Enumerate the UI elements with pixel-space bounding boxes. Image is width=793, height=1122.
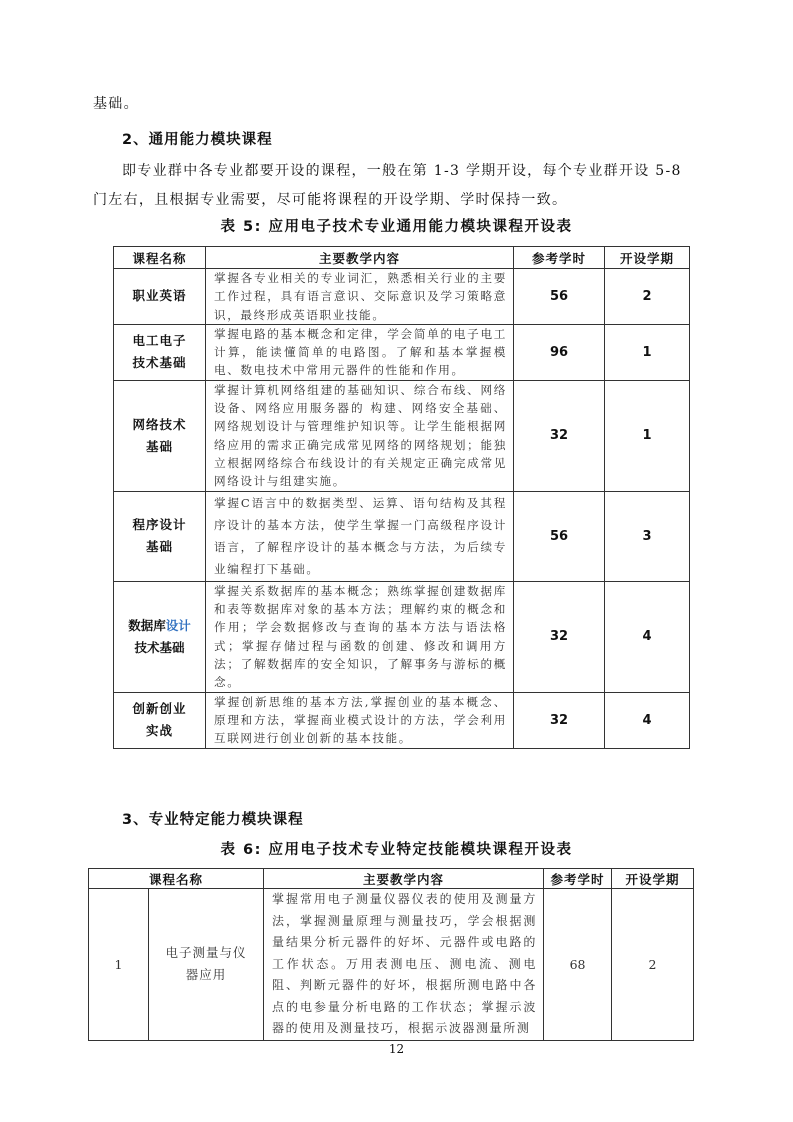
course-hours: 56 <box>514 491 605 581</box>
header-course-name: 课程名称 <box>114 247 206 269</box>
intro-tail-text: 基础。 <box>93 96 139 112</box>
section-2-heading: 2、通用能力模块课程 <box>122 132 273 148</box>
course-hours: 32 <box>514 692 605 748</box>
header-content: 主要教学内容 <box>264 869 544 889</box>
course-name-line: 实战 <box>145 723 173 739</box>
header-hours: 参考学时 <box>514 247 605 269</box>
course-name-line: 创新创业 <box>132 701 187 717</box>
course-hours: 68 <box>544 889 612 1041</box>
course-name <box>114 269 206 325</box>
course-hours: 96 <box>514 324 605 380</box>
course-name-line: 程序设计 <box>132 517 187 533</box>
course-content: 掌握关系数据库的基本概念；熟练掌握创建数据库和表等数据库对象的基本方法；理解约束的概念和作用；学会数据修改与查询的基本方法与语法格式；掌握存储过程与函数的创建、修改和调用方法；了解数据库的安全知识，了解事务与游标的概念。 <box>206 581 514 692</box>
table-6-caption: 表 6: 应用电子技术专业特定技能模块课程开设表 <box>220 842 573 858</box>
table-header-row <box>89 869 694 889</box>
table-5-caption: 表 5: 应用电子技术专业通用能力模块课程开设表 <box>220 219 573 235</box>
course-content: 掌握常用电子测量仪器仪表的使用及测量方法，掌握测量原理与测量技巧，学会根据测量结果分析元器件的好坏、元器件或电路的工作状态。万用表测电压、测电流、测电阻、判断元器件的好坏，根据所测电路中各点的电参量分析电路的工作状态；掌握示波器的使用及测量技巧，根据示波器测量所测 <box>264 889 544 1041</box>
course-name-line: 基础 <box>145 438 173 454</box>
header-term: 开设学期 <box>605 247 690 269</box>
course-name-part: 数据库 <box>128 617 166 633</box>
course-name: 电子测量与仪器应用 <box>149 889 264 1041</box>
table-row <box>114 491 690 581</box>
course-name-line: 职业英语 <box>132 288 187 304</box>
table-6 <box>88 868 694 1041</box>
course-term: 2 <box>605 269 690 325</box>
course-hours: 32 <box>514 581 605 692</box>
section-3-heading: 3、专业特定能力模块课程 <box>122 812 304 828</box>
course-name <box>114 581 206 692</box>
course-name-line: 电工电子 <box>132 333 187 349</box>
page-number: 12 <box>388 1042 405 1056</box>
course-content: 掌握电路的基本概念和定律，学会简单的电子电工计算，能读懂简单的电路图。了解和基本掌握模电、数电技术中常用元器件的性能和作用。 <box>206 324 514 380</box>
course-name-line: 技术基础 <box>132 355 187 371</box>
section-2-paragraph-line-2: 门左右，且根据专业需要，尽可能将课程的开设学期、学时保持一致。 <box>93 192 568 208</box>
table-row <box>114 380 690 491</box>
course-term: 1 <box>605 324 690 380</box>
course-name-link[interactable]: 设计 <box>165 617 191 633</box>
table-row <box>114 581 690 692</box>
table-header-row <box>114 247 690 269</box>
course-hours: 56 <box>514 269 605 325</box>
header-course-name: 课程名称 <box>89 869 264 889</box>
header-hours: 参考学时 <box>544 869 612 889</box>
course-content: 掌握创新思维的基本方法,掌握创业的基本概念、原理和方法，掌握商业模式设计的方法，学会利用互联网进行创业创新的基本技能。 <box>206 692 514 748</box>
course-name <box>114 692 206 748</box>
course-term: 1 <box>605 380 690 491</box>
header-content: 主要教学内容 <box>206 247 514 269</box>
course-name <box>114 380 206 491</box>
course-name-line: 技术基础 <box>134 639 185 655</box>
course-term: 2 <box>612 889 694 1041</box>
section-2-paragraph-line-1: 即专业群中各专业都要开设的课程，一般在第 1-3 学期开设，每个专业群开设 5-8 <box>122 163 682 179</box>
course-term: 3 <box>605 491 690 581</box>
table-row <box>114 692 690 748</box>
course-term: 4 <box>605 692 690 748</box>
table-5 <box>113 246 690 749</box>
table-row <box>89 889 694 1041</box>
header-term: 开设学期 <box>612 869 694 889</box>
course-name-line: 基础 <box>145 539 173 555</box>
course-name <box>114 491 206 581</box>
course-content: 掌握各专业相关的专业词汇，熟悉相关行业的主要工作过程，具有语言意识、交际意识及学习策略意识，最终形成英语职业技能。 <box>206 269 514 325</box>
course-name <box>114 324 206 380</box>
course-hours: 32 <box>514 380 605 491</box>
course-content: 掌握C语言中的数据类型、运算、语句结构及其程序设计的基本方法，使学生掌握一门高级程序设计语言，了解程序设计的基本概念与方法，为后续专业编程打下基础。 <box>206 491 514 581</box>
course-content: 掌握计算机网络组建的基础知识、综合布线、网络设备、网络应用服务器的 构建、网络安全基础、网络规划设计与管理维护知识等。让学生能根据网络应用的需求正确完成常见网络的网络规划；能独立根据网络综合布线设计的有关规定正确完成常见网络设计与组建实施。 <box>206 380 514 491</box>
table-row <box>114 324 690 380</box>
table-row <box>114 269 690 325</box>
course-index: 1 <box>89 889 149 1041</box>
course-name-line: 网络技术 <box>132 416 187 432</box>
course-term: 4 <box>605 581 690 692</box>
